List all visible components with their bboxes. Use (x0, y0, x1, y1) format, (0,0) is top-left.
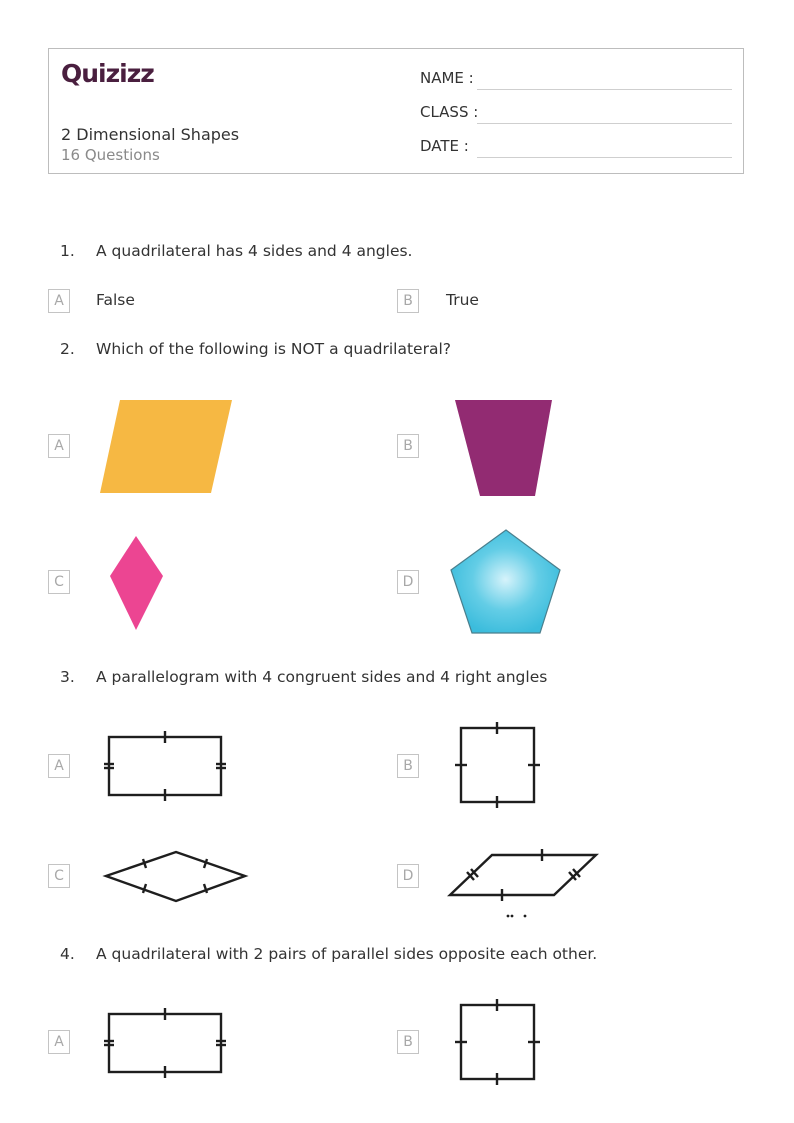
option-b-text[interactable]: True (446, 291, 479, 309)
date-field[interactable] (420, 137, 469, 155)
option-b-box[interactable]: B (397, 1030, 419, 1054)
class-field[interactable] (420, 103, 478, 121)
rhombus-tick-marks-image[interactable] (103, 848, 249, 904)
question-number: 1. (60, 242, 75, 260)
name-line (477, 89, 732, 90)
date-line (477, 157, 732, 158)
worksheet-title: 2 Dimensional Shapes (61, 125, 240, 144)
date-label: DATE : (420, 137, 469, 155)
quizizz-logo: Quizizz (61, 59, 154, 88)
option-d-box[interactable]: D (397, 864, 419, 888)
question-number: 2. (60, 340, 75, 358)
question-text: A quadrilateral has 4 sides and 4 angles. (96, 242, 413, 260)
question-text: Which of the following is NOT a quadrilateral? (96, 340, 451, 358)
square-tick-marks-image[interactable] (453, 997, 543, 1085)
question-text: A parallelogram with 4 congruent sides and 4 right angles (96, 668, 548, 686)
option-a-box[interactable]: A (48, 289, 70, 313)
option-b-box[interactable]: B (397, 434, 419, 458)
question-number: 3. (60, 668, 75, 686)
rectangle-tick-marks-image[interactable] (100, 728, 230, 802)
option-b-box[interactable]: B (397, 754, 419, 778)
orange-parallelogram-image[interactable] (98, 398, 234, 496)
option-a-text[interactable]: False (96, 291, 135, 309)
worksheet-header (48, 48, 744, 174)
purple-trapezoid-image[interactable] (453, 398, 555, 499)
option-a-box[interactable]: A (48, 1030, 70, 1054)
name-label: NAME : (420, 69, 474, 87)
option-c-box[interactable]: C (48, 864, 70, 888)
rectangle-tick-marks-image[interactable] (100, 1005, 230, 1079)
class-line (477, 123, 732, 124)
name-field[interactable] (420, 69, 474, 87)
class-label: CLASS : (420, 103, 479, 121)
square-tick-marks-image[interactable] (453, 720, 543, 808)
blue-pentagon-image[interactable] (449, 528, 563, 636)
question-text: A quadrilateral with 2 pairs of parallel sides opposite each other. (96, 945, 598, 963)
option-d-box[interactable]: D (397, 570, 419, 594)
parallelogram-tick-marks-image[interactable] (447, 848, 601, 920)
pink-rhombus-image[interactable] (108, 534, 166, 632)
option-b-box[interactable]: B (397, 289, 419, 313)
option-a-box[interactable]: A (48, 434, 70, 458)
option-a-box[interactable]: A (48, 754, 70, 778)
question-count: 16 Questions (61, 146, 160, 164)
question-number: 4. (60, 945, 75, 963)
option-c-box[interactable]: C (48, 570, 70, 594)
